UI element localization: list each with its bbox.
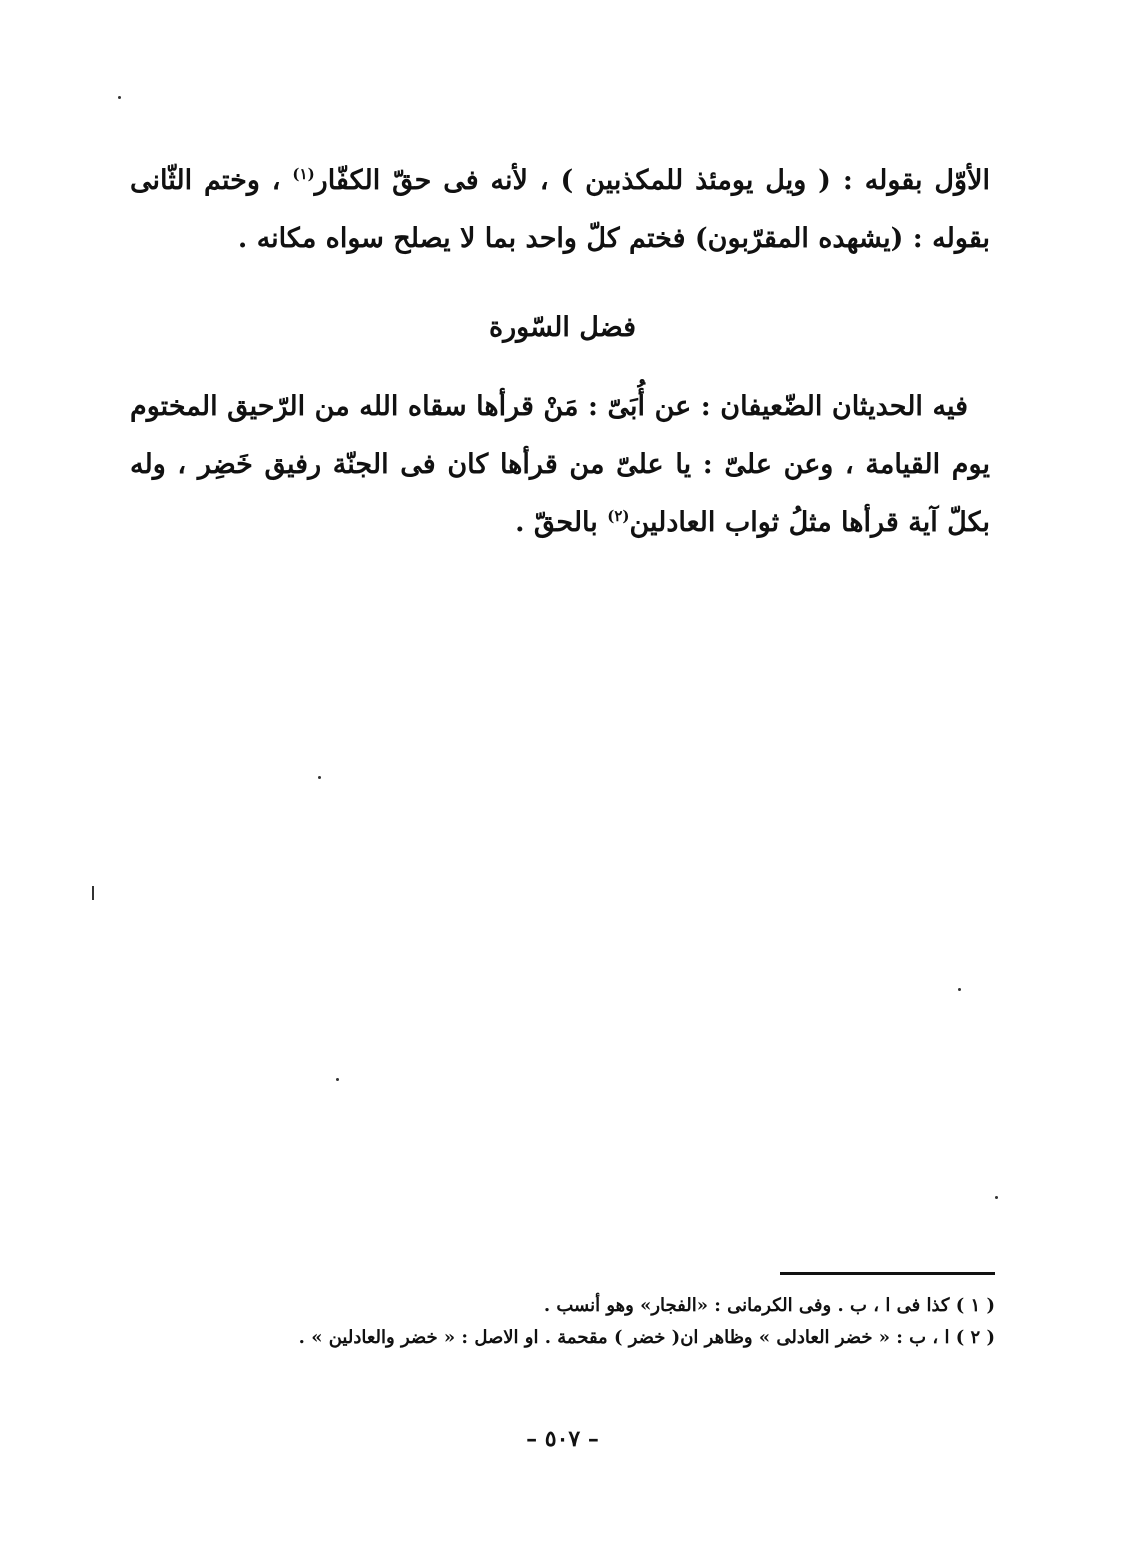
paragraph-1 <box>130 152 990 268</box>
scan-speck <box>118 96 121 99</box>
scan-speck <box>958 988 961 991</box>
page-number: – ٥٠٧ – <box>526 1426 599 1452</box>
footnote-ref-1: (١) <box>292 165 315 183</box>
scan-speck <box>995 1196 998 1199</box>
paragraph-2-text-mid: المختوم يوم القيامة ، وعن علىّ : يا علىّ من قرأها كان فى الجنّة رفيق خَضِر ، وله بكلّ آية قرأها مثلُ ثواب العادلين <box>130 391 990 538</box>
section-heading: فضل السّورة <box>488 312 637 343</box>
footnote-2: ( ٢ ) ا ، ب : « خضر العادلى » وظاهر ان( خضر ) مقحمة . او الاصل : « خضر والعادلين » . <box>298 1327 995 1348</box>
scan-speck <box>336 1078 339 1081</box>
paragraph-1-text-end: ، وختم الثّانى بقوله : (يشهده المقرّبون) فختم كلّ واحد بما لا يصلح سواه مكانه . <box>130 165 990 254</box>
scan-speck <box>318 776 321 779</box>
footnote-ref-2: (٢) <box>607 507 630 525</box>
paragraph-1-text-start: الأوّل بقوله : ( ويل يومئذ للمكذبين ) ، لأنه فى حقّ الكفّار <box>314 165 990 196</box>
paragraph-2-text-end: بالحقّ . <box>515 507 608 538</box>
scan-speck <box>92 886 94 900</box>
paragraph-2 <box>130 378 990 552</box>
paragraph-2-line-1: فيه الحديثان الضّعيفان : عن أُبَىّ : مَنْ قرأها سقاه الله من الرّحيق <box>227 391 968 422</box>
footnote-divider <box>780 1272 995 1275</box>
footnotes <box>130 1290 995 1354</box>
footnote-1: ( ١ ) كذا فى ا ، ب . وفى الكرمانى : «الفجار» وهو أنسب . <box>543 1295 995 1316</box>
